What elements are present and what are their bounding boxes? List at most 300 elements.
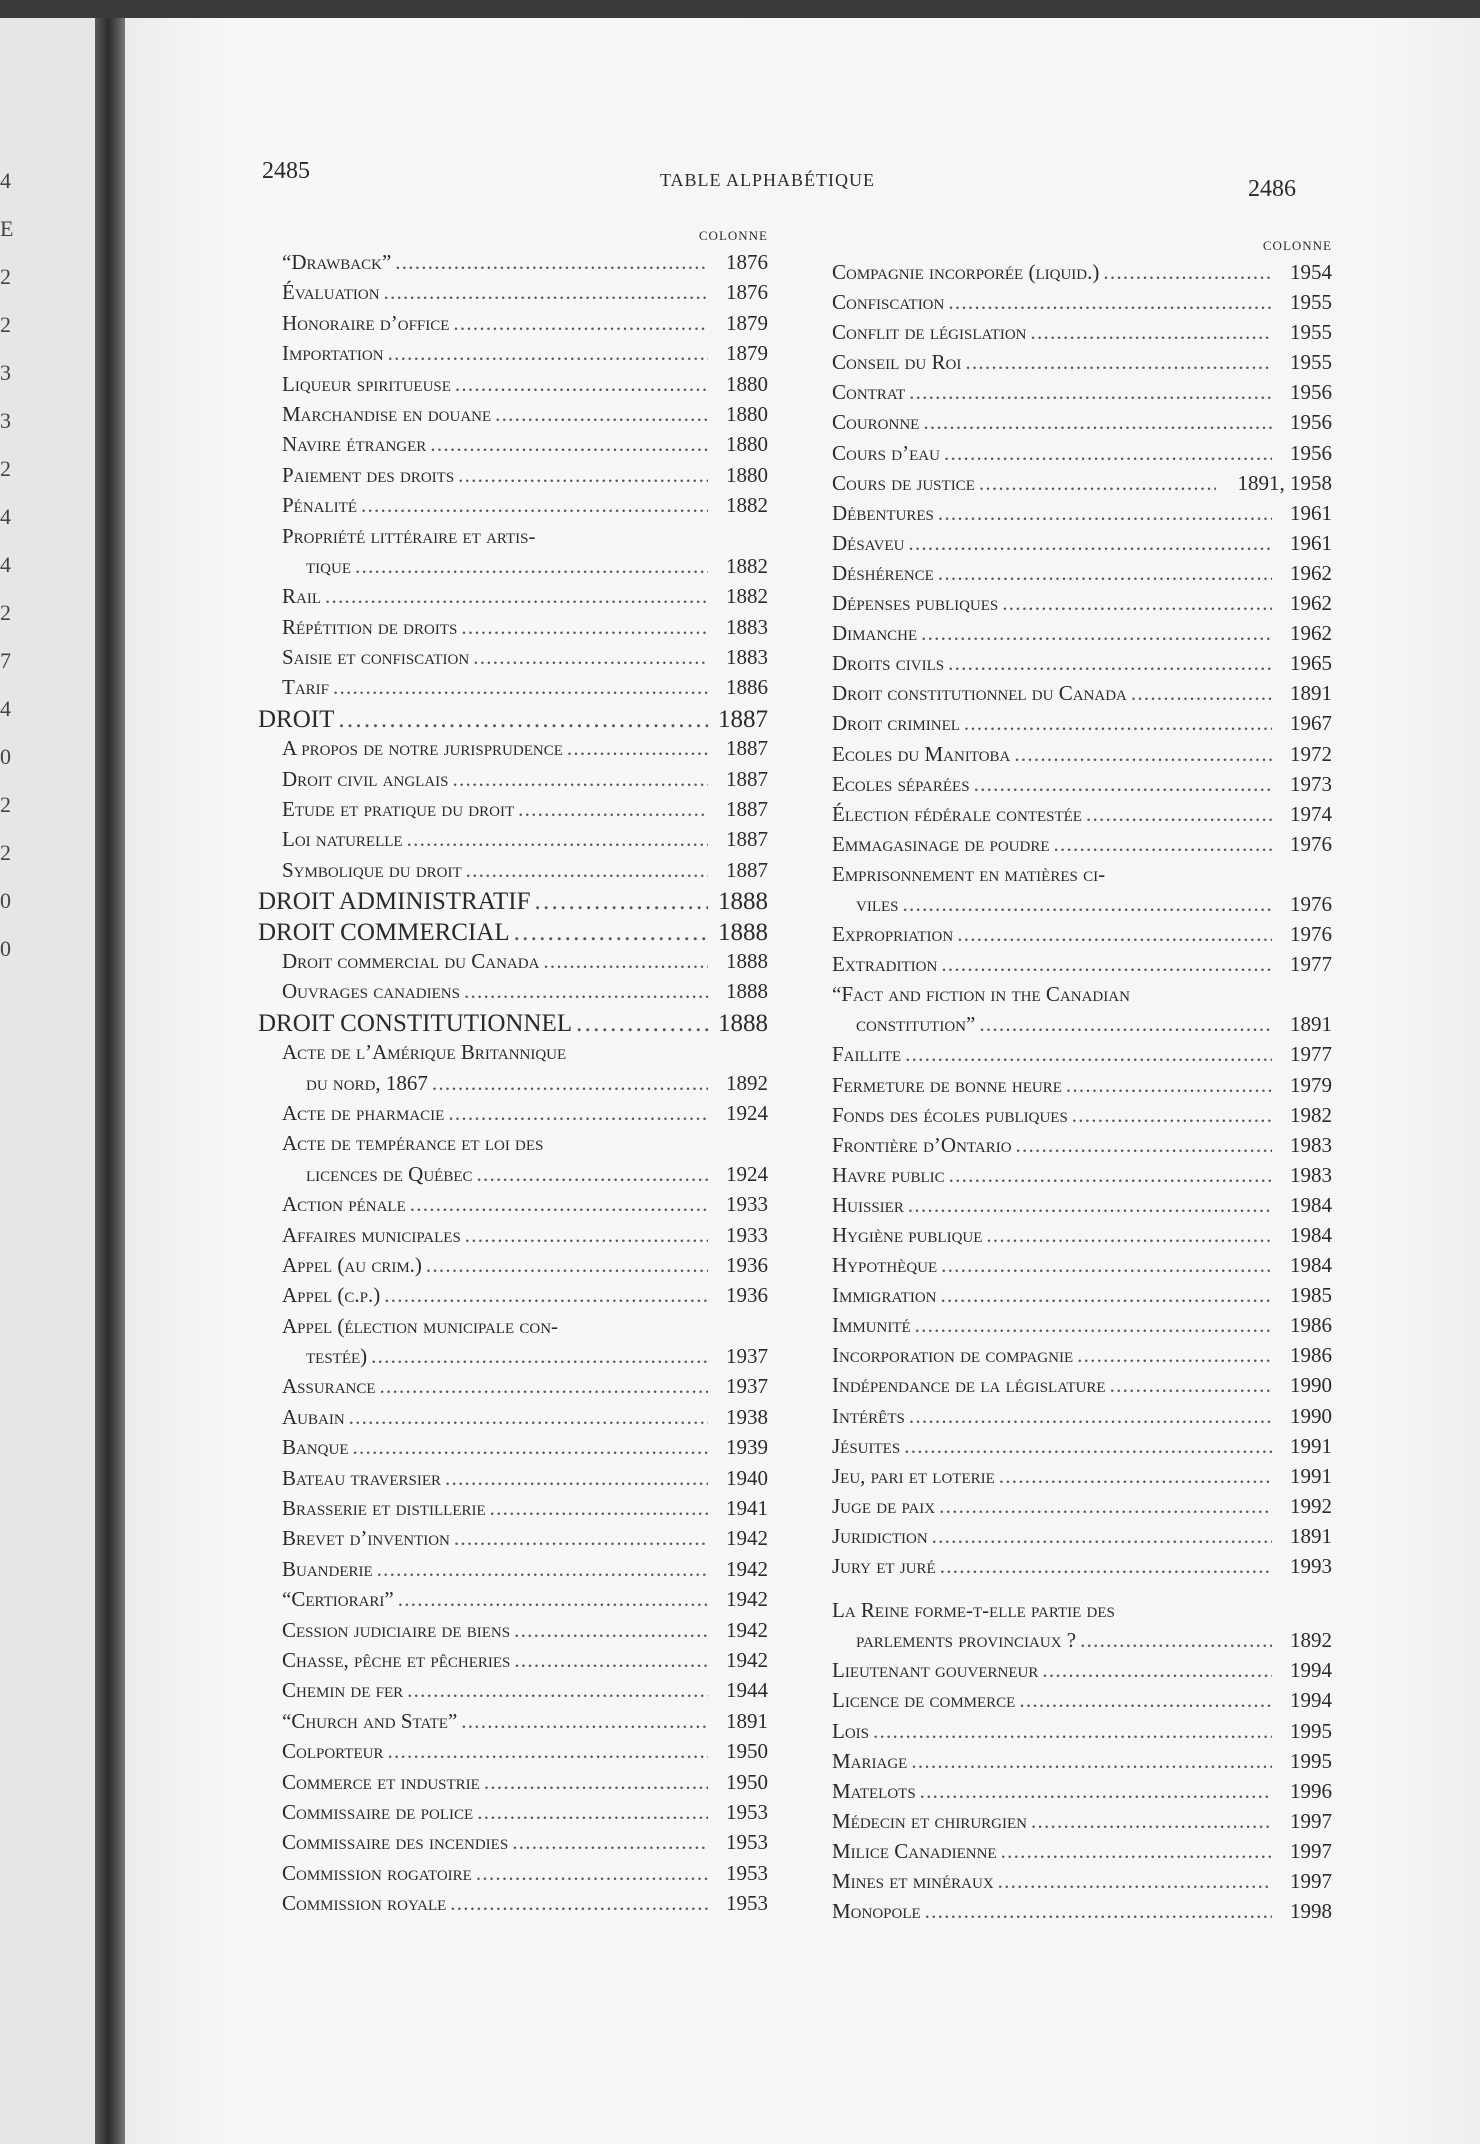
- index-entry: [812, 982, 1332, 1012]
- index-entry: [258, 706, 768, 736]
- dot-leader: [999, 1464, 1272, 1489]
- column-number: 1882: [726, 584, 768, 609]
- column-number: 1924: [726, 1161, 768, 1186]
- dot-leader: [1054, 832, 1273, 857]
- index-entry: [812, 922, 1332, 952]
- column-number: 1937: [726, 1374, 768, 1399]
- entry-label: viles: [856, 891, 899, 916]
- index-entry: [258, 1466, 768, 1496]
- column-number: 1887: [718, 705, 768, 733]
- entry-label: Jésuites: [832, 1433, 901, 1458]
- column-number: 1984: [1290, 1223, 1332, 1247]
- index-entry: [812, 1494, 1332, 1524]
- entry-label: Chemin de fer: [282, 1678, 404, 1703]
- index-entry: [812, 1103, 1332, 1133]
- column-number: 1962: [1290, 560, 1332, 585]
- dot-leader: [466, 858, 708, 883]
- dot-leader: [921, 621, 1272, 646]
- dot-leader: [1019, 1688, 1272, 1713]
- dot-leader: [941, 1253, 1272, 1278]
- column-number: 1887: [726, 797, 768, 822]
- index-entry: [812, 1809, 1332, 1839]
- dot-leader: [426, 1253, 708, 1278]
- entry-label: Jury et juré: [832, 1554, 936, 1579]
- column-number: 1891: [1290, 1012, 1332, 1037]
- entry-label: Buanderie: [282, 1556, 373, 1581]
- entry-label: Saisie et confiscation: [282, 645, 470, 670]
- entry-label: La Reine forme-t-elle partie des: [832, 1598, 1115, 1623]
- entry-label: Droits civils: [832, 651, 945, 676]
- entry-label: Matelots: [832, 1778, 916, 1803]
- column-number: 1941: [726, 1496, 768, 1521]
- dot-leader: [909, 380, 1272, 405]
- index-entry: [258, 1587, 768, 1617]
- entry-label: Juge de paix: [832, 1493, 936, 1518]
- entry-label: Expropriation: [832, 922, 954, 947]
- previous-page-char: 0: [0, 888, 11, 913]
- book-spine: [95, 18, 125, 2144]
- entry-label: Symbolique du droit: [282, 857, 462, 882]
- entry-label: Frontière d’Ontario: [832, 1132, 1012, 1157]
- index-entry: [258, 1314, 768, 1344]
- entry-label: Brevet d’invention: [282, 1526, 450, 1551]
- column-number: 1984: [1290, 1192, 1332, 1217]
- previous-page-char: 0: [0, 744, 11, 769]
- scan-top-edge: [0, 0, 1480, 18]
- column-number: 1997: [1290, 1838, 1332, 1863]
- dot-leader: [941, 1283, 1273, 1308]
- previous-page-char: 2: [0, 792, 11, 817]
- index-entry: [812, 1554, 1332, 1584]
- index-entry: [812, 1253, 1332, 1283]
- dot-leader: [908, 531, 1272, 556]
- column-number: 1955: [1290, 350, 1332, 375]
- column-number: 1888: [718, 1009, 768, 1037]
- entry-label: Paiement des droits: [282, 462, 455, 487]
- dot-leader: [395, 250, 708, 275]
- column-number: 1992: [1290, 1493, 1332, 1518]
- entry-label: Propriété littéraire et artis-: [282, 523, 536, 548]
- left-page-number: 2485: [262, 158, 310, 184]
- index-entry: [258, 1526, 768, 1556]
- column-number: 1953: [726, 1891, 768, 1916]
- dot-leader: [445, 1466, 708, 1491]
- dot-leader: [353, 1435, 709, 1460]
- index-entry: [258, 1496, 768, 1526]
- index-entry: [258, 736, 768, 766]
- index-entry: [258, 372, 768, 402]
- entry-label: Compagnie incorporée (liquid.): [832, 260, 1100, 284]
- entry-label: Loi naturelle: [282, 827, 403, 852]
- index-entry: [258, 493, 768, 523]
- entry-label: Marchandise en douane: [282, 401, 492, 426]
- entry-label: Tarif: [282, 675, 330, 700]
- index-entry: [258, 1830, 768, 1860]
- index-entry: [812, 1524, 1332, 1554]
- entry-label: Importation: [282, 341, 384, 366]
- entry-label: Acte de l’Amérique Britannique: [282, 1040, 567, 1065]
- entry-label: Bateau traversier: [282, 1465, 441, 1490]
- dot-leader: [407, 1678, 708, 1703]
- index-entry: [812, 1373, 1332, 1403]
- column-number: 1887: [726, 827, 768, 852]
- index-entry: [812, 1779, 1332, 1809]
- dot-leader: [377, 1557, 708, 1582]
- dot-leader: [450, 1891, 708, 1916]
- index-entry: [258, 1648, 768, 1678]
- dot-leader: [964, 711, 1272, 736]
- index-entry: [258, 1739, 768, 1769]
- entry-label: testée): [306, 1344, 368, 1369]
- dot-leader: [477, 1162, 709, 1187]
- index-entry: [812, 1193, 1332, 1223]
- dot-leader: [1016, 1133, 1272, 1158]
- entry-label: Fermeture de bonne heure: [832, 1072, 1062, 1097]
- column-number: 1879: [726, 310, 768, 335]
- dot-leader: [940, 1554, 1272, 1579]
- entry-label: Immunité: [832, 1313, 911, 1338]
- column-number: 1962: [1290, 591, 1332, 616]
- index-entry: [258, 1071, 768, 1101]
- column-number: 1876: [726, 280, 768, 305]
- column-number: 1986: [1290, 1313, 1332, 1338]
- index-entry: [258, 615, 768, 645]
- index-entry: [812, 1658, 1332, 1688]
- index-entry: [258, 1283, 768, 1313]
- dot-leader: [430, 432, 708, 457]
- dot-leader: [957, 922, 1272, 947]
- right-index-column: [812, 238, 1332, 1929]
- dot-leader: [1030, 320, 1272, 345]
- index-entry: [258, 463, 768, 493]
- column-number: 1942: [726, 1617, 768, 1642]
- dot-leader: [452, 767, 708, 792]
- column-number: 1953: [726, 1830, 768, 1855]
- entry-label: Assurance: [282, 1374, 376, 1399]
- entry-label: licences de Québec: [306, 1161, 473, 1186]
- index-entry: [812, 1404, 1332, 1434]
- dot-leader: [410, 1192, 708, 1217]
- dot-leader: [1072, 1103, 1272, 1128]
- index-entry: [812, 1839, 1332, 1869]
- index-entry: [812, 561, 1332, 591]
- index-entry: [258, 1557, 768, 1587]
- column-number: 1972: [1290, 741, 1332, 766]
- entry-label: Juridiction: [832, 1523, 928, 1548]
- dot-leader: [325, 584, 708, 609]
- dot-leader: [448, 1101, 708, 1126]
- column-number: 1892: [1290, 1628, 1332, 1653]
- index-entry: [812, 320, 1332, 350]
- index-entry: [258, 1131, 768, 1161]
- dot-leader: [349, 1405, 708, 1430]
- entry-label: Dépenses publiques: [832, 591, 999, 616]
- dot-leader: [384, 1283, 708, 1308]
- column-number: 1939: [726, 1435, 768, 1460]
- dot-leader: [965, 350, 1272, 375]
- index-entry: [812, 621, 1332, 651]
- entry-gap: [812, 1584, 1332, 1598]
- index-entry: [258, 1344, 768, 1374]
- index-entry: [812, 410, 1332, 440]
- column-number: 1942: [726, 1556, 768, 1581]
- previous-page-characters: [0, 168, 16, 984]
- index-entry: [258, 767, 768, 797]
- index-entry: [258, 645, 768, 675]
- dot-leader: [461, 1709, 708, 1734]
- dot-leader: [925, 1899, 1272, 1924]
- index-entry: [258, 949, 768, 979]
- dot-leader: [455, 372, 708, 397]
- entry-label: Contrat: [832, 380, 906, 405]
- column-number: 1982: [1290, 1102, 1332, 1127]
- index-entry: [258, 888, 768, 918]
- entry-label: Mines et minéraux: [832, 1868, 994, 1893]
- index-entry: [812, 1163, 1332, 1193]
- index-entry: [258, 827, 768, 857]
- entry-label: DROIT COMMERCIAL: [258, 918, 510, 946]
- dot-leader: [939, 1494, 1272, 1519]
- dot-leader: [909, 1404, 1272, 1429]
- entry-label: Hypothèque: [832, 1253, 938, 1278]
- index-entry: [258, 675, 768, 705]
- column-number: 1977: [1290, 952, 1332, 977]
- page-title: TABLE ALPHABÉTIQUE: [660, 170, 876, 190]
- column-number: 1940: [726, 1465, 768, 1490]
- dot-leader: [432, 1071, 708, 1096]
- column-number: 1954: [1290, 260, 1332, 284]
- column-number: 1997: [1290, 1808, 1332, 1833]
- column-number: 1955: [1290, 290, 1332, 315]
- right-page-number: 2486: [1248, 176, 1296, 202]
- entry-label: Commissaire de police: [282, 1799, 474, 1824]
- entry-label: Commission royale: [282, 1891, 447, 1916]
- index-entry: [812, 772, 1332, 802]
- entry-label: Couronne: [832, 410, 920, 435]
- column-number: 1955: [1290, 320, 1332, 345]
- dot-leader: [534, 888, 708, 916]
- dot-leader: [948, 290, 1272, 315]
- column-number: 1979: [1290, 1072, 1332, 1097]
- previous-page-char: 3: [0, 408, 11, 433]
- entry-label: Élection fédérale contestée: [832, 801, 1082, 826]
- dot-leader: [904, 1434, 1272, 1459]
- column-number: 1983: [1290, 1132, 1332, 1157]
- column-number: 1990: [1290, 1373, 1332, 1398]
- dot-leader: [407, 827, 708, 852]
- column-number: 1993: [1290, 1554, 1332, 1579]
- index-entry: [258, 280, 768, 310]
- column-number: 1888: [726, 948, 768, 973]
- entry-label: Répétition de droits: [282, 614, 458, 639]
- previous-page-char: 4: [0, 552, 11, 577]
- index-entry: [258, 1800, 768, 1830]
- dot-leader: [465, 1223, 708, 1248]
- entry-label: Indépendance de la législature: [832, 1373, 1106, 1398]
- column-number: 1942: [726, 1647, 768, 1672]
- entry-label: Droit criminel: [832, 711, 960, 736]
- dot-leader: [1080, 1628, 1272, 1653]
- column-number: 1880: [726, 401, 768, 426]
- index-entry: [258, 1405, 768, 1435]
- previous-page-char: 4: [0, 168, 11, 193]
- previous-page-char: 2: [0, 264, 11, 289]
- column-number: 1882: [726, 493, 768, 518]
- column-number: 1986: [1290, 1343, 1332, 1368]
- index-entry: [258, 250, 768, 280]
- column-number: 1984: [1290, 1253, 1332, 1278]
- dot-leader: [920, 1779, 1272, 1804]
- entry-label: Appel (élection municipale con-: [282, 1313, 559, 1338]
- index-entry: [258, 1678, 768, 1708]
- column-number: 1990: [1290, 1403, 1332, 1428]
- dot-leader: [514, 1618, 708, 1643]
- entry-label: Intérêts: [832, 1403, 905, 1428]
- column-number: 1995: [1290, 1718, 1332, 1743]
- index-entry: [812, 1688, 1332, 1718]
- index-entry: [812, 681, 1332, 711]
- entry-label: Appel (au crim.): [282, 1252, 422, 1277]
- entry-label: Lieutenant gouverneur: [832, 1658, 1039, 1683]
- column-number: 1880: [726, 371, 768, 396]
- previous-page-char: 4: [0, 504, 11, 529]
- column-number: 1985: [1290, 1283, 1332, 1308]
- entry-label: Ecoles du Manitoba: [832, 741, 1011, 766]
- column-number: 1950: [726, 1769, 768, 1794]
- column-number: 1974: [1290, 801, 1332, 826]
- column-number: 1888: [718, 918, 768, 946]
- index-entry: [258, 797, 768, 827]
- column-number: 1997: [1290, 1868, 1332, 1893]
- dot-leader: [903, 892, 1273, 917]
- dot-leader: [512, 1830, 708, 1855]
- entry-label: Cours de justice: [832, 470, 975, 495]
- entry-label: Immigration: [832, 1283, 937, 1308]
- index-entry: [812, 1223, 1332, 1253]
- column-number: 1953: [726, 1860, 768, 1885]
- entry-label: Cours d’eau: [832, 440, 940, 465]
- entry-label: “Fact and fiction in the Canadian: [832, 982, 1130, 1007]
- column-number: 1938: [726, 1404, 768, 1429]
- entry-label: parlements provinciaux ?: [856, 1628, 1077, 1653]
- index-entry: [812, 1598, 1332, 1628]
- entry-label: Commissaire des incendies: [282, 1830, 509, 1855]
- entry-label: Affaires municipales: [282, 1222, 461, 1247]
- entry-label: Rail: [282, 584, 321, 609]
- entry-label: Droit constitutionnel du Canada: [832, 681, 1127, 706]
- entry-label: A propos de notre jurisprudence: [282, 736, 563, 761]
- left-index-column: [258, 228, 768, 1921]
- dot-leader: [1110, 1373, 1272, 1398]
- column-number: 1950: [726, 1739, 768, 1764]
- column-number: 1888: [726, 979, 768, 1004]
- index-entry: [812, 260, 1332, 290]
- entry-label: DROIT: [258, 705, 335, 733]
- index-entry: [812, 1313, 1332, 1343]
- dot-leader: [949, 1163, 1272, 1188]
- index-entry: [812, 471, 1332, 501]
- entry-label: Confiscation: [832, 290, 945, 315]
- entry-label: Évaluation: [282, 280, 380, 305]
- dot-leader: [495, 402, 708, 427]
- dot-leader: [333, 675, 708, 700]
- index-entry: [812, 441, 1332, 471]
- dot-leader: [941, 952, 1272, 977]
- previous-page-margin: [0, 18, 95, 2144]
- index-entry: [258, 432, 768, 462]
- column-number: 1882: [726, 553, 768, 578]
- entry-label: Etude et pratique du droit: [282, 797, 515, 822]
- column-number: 1991: [1290, 1433, 1332, 1458]
- dot-leader: [464, 979, 708, 1004]
- index-entry: [812, 290, 1332, 320]
- entry-label: tique: [306, 553, 351, 578]
- column-label: COLONNE: [1262, 238, 1332, 253]
- dot-leader: [974, 772, 1272, 797]
- entry-label: Appel (c.p.): [282, 1283, 381, 1308]
- dot-leader: [458, 463, 708, 488]
- dot-leader: [543, 949, 708, 974]
- index-entry: [258, 1891, 768, 1921]
- previous-page-char: 0: [0, 936, 11, 961]
- column-number: 1942: [726, 1526, 768, 1551]
- dot-leader: [944, 441, 1272, 466]
- entry-label: Aubain: [282, 1404, 345, 1429]
- column-number: 1956: [1290, 380, 1332, 405]
- previous-page-char: 4: [0, 696, 11, 721]
- dot-leader: [371, 1344, 708, 1369]
- dot-leader: [979, 471, 1216, 496]
- column-number: 1891: [1290, 681, 1332, 706]
- entry-label: Brasserie et distillerie: [282, 1496, 486, 1521]
- previous-page-char: 2: [0, 312, 11, 337]
- column-number: 1977: [1290, 1042, 1332, 1067]
- dot-leader: [932, 1524, 1272, 1549]
- entry-label: Honoraire d’office: [282, 310, 450, 335]
- previous-page-char: 2: [0, 840, 11, 865]
- column-number: 1994: [1290, 1658, 1332, 1683]
- index-entry: [258, 1770, 768, 1800]
- column-number: 1883: [726, 645, 768, 670]
- index-entry: [812, 742, 1332, 772]
- dot-leader: [1001, 1839, 1272, 1864]
- entry-label: Commerce et industrie: [282, 1769, 480, 1794]
- index-entry: [812, 802, 1332, 832]
- dot-leader: [454, 1526, 708, 1551]
- entry-label: “Certiorari”: [282, 1587, 394, 1612]
- index-entry: [812, 591, 1332, 621]
- dot-leader: [905, 1042, 1272, 1067]
- entry-label: Droit commercial du Canada: [282, 948, 540, 973]
- index-entry: [258, 1223, 768, 1253]
- entry-label: Droit civil anglais: [282, 766, 449, 791]
- dot-leader: [1066, 1073, 1272, 1098]
- column-number: 1880: [726, 432, 768, 457]
- previous-page-char: 7: [0, 648, 11, 673]
- column-number: 1936: [726, 1252, 768, 1277]
- column-number: 1937: [726, 1344, 768, 1369]
- column-number: 1888: [718, 888, 768, 916]
- dot-leader: [567, 736, 708, 761]
- entry-label: Ouvrages canadiens: [282, 979, 460, 1004]
- dot-leader: [1131, 681, 1272, 706]
- dot-leader: [453, 311, 708, 336]
- entry-label: “Church and State”: [282, 1708, 458, 1733]
- column-number: 1933: [726, 1192, 768, 1217]
- index-entry: [258, 1709, 768, 1739]
- index-entry: [812, 1464, 1332, 1494]
- entry-label: Cession judiciaire de biens: [282, 1617, 511, 1642]
